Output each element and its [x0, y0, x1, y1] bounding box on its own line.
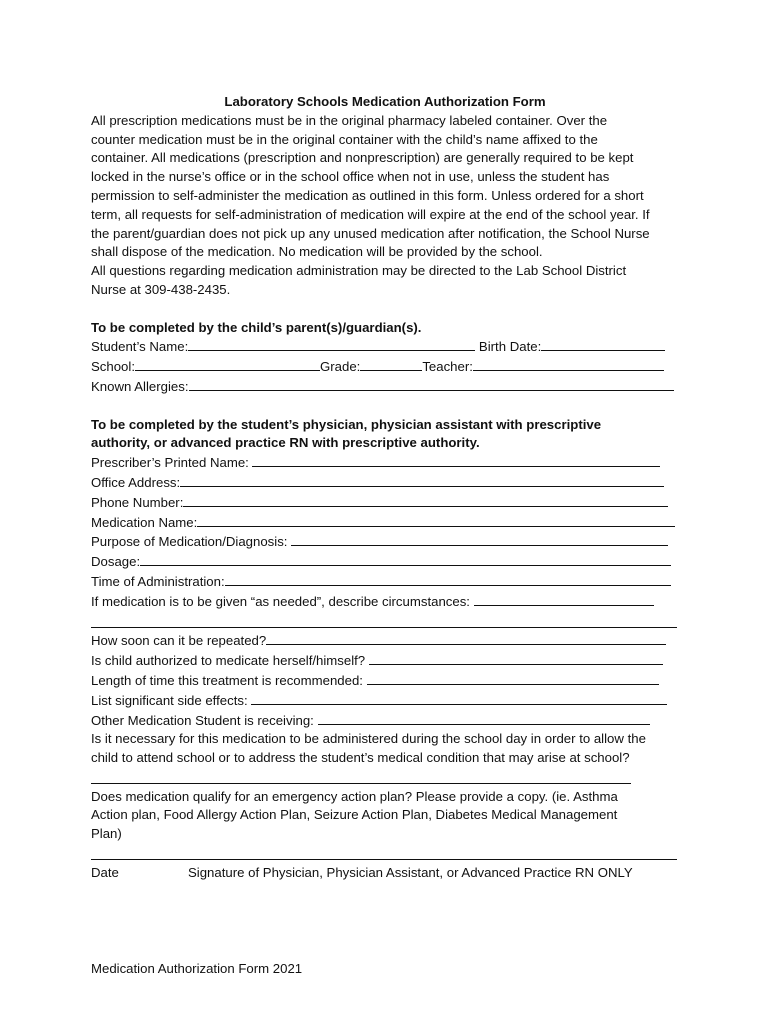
purpose-field[interactable]	[291, 532, 668, 546]
side-effects-label: List significant side effects:	[91, 692, 252, 708]
intro-line: term, all requests for self-administration of medication will expire at the end of the school year. If	[91, 206, 650, 222]
medication-form	[91, 93, 691, 883]
birth-date-label: Birth Date:	[475, 339, 542, 355]
phone-label: Phone Number:	[91, 494, 184, 510]
purpose-label: Purpose of Medication/Diagnosis:	[91, 534, 292, 550]
time-field[interactable]	[225, 572, 671, 586]
side-effects-field[interactable]	[251, 691, 667, 705]
teacher-field[interactable]	[473, 357, 664, 371]
as-needed-continuation-field[interactable]	[91, 612, 677, 628]
medication-label: Medication Name:	[91, 514, 198, 530]
form-title: Laboratory Schools Medication Authorization Form	[224, 94, 546, 109]
purpose-row	[91, 532, 691, 552]
self-medicate-label: Is child authorized to medicate herself/himself?	[91, 653, 369, 669]
other-medication-label: Other Medication Student is receiving:	[91, 712, 318, 728]
other-medication-field[interactable]	[318, 711, 650, 725]
intro-paragraph	[91, 112, 691, 300]
teacher-label: Teacher:	[422, 359, 473, 375]
allergies-field[interactable]	[189, 377, 674, 391]
office-row	[91, 473, 691, 493]
allergies-row	[91, 377, 691, 397]
signature-field[interactable]	[91, 844, 677, 860]
as-needed-row	[91, 592, 691, 612]
emergency-plan-question: Does medication qualify for an emergency action plan? Please provide a copy. (ie. Asthma	[91, 788, 618, 804]
intro-line: permission to self-administer the medication as outlined in this form. Unless ordered for a short	[91, 187, 644, 203]
physician-section-heading: To be completed by the student’s physician, physician assistant with prescriptive	[91, 416, 602, 432]
length-row	[91, 671, 691, 691]
as-needed-label: If medication is to be given “as needed”, describe circumstances:	[91, 593, 474, 609]
office-label: Office Address:	[91, 474, 181, 490]
intro-line: locked in the nurse’s office or in the school office when not in use, unless the student has	[91, 169, 610, 185]
necessity-question: child to attend school or to address the student’s medical condition that may arise at school?	[91, 750, 630, 766]
parent-section-heading: To be completed by the child’s parent(s)/guardian(s).	[91, 319, 422, 335]
phone-row	[91, 493, 691, 513]
other-medication-row	[91, 711, 691, 731]
self-medicate-row	[91, 651, 691, 671]
student-name-label: Student’s Name:	[91, 339, 189, 355]
physician-section-heading: authority, or advanced practice RN with prescriptive authority.	[91, 435, 480, 451]
school-label: School:	[91, 359, 135, 375]
intro-line: All questions regarding medication administration may be directed to the Lab School District	[91, 263, 627, 279]
page-footer: Medication Authorization Form 2021	[91, 961, 303, 976]
repeat-row	[91, 631, 691, 651]
length-field[interactable]	[367, 671, 659, 685]
student-name-field[interactable]	[188, 337, 475, 351]
signature-label: Signature of Physician, Physician Assistant, or Advanced Practice RN ONLY	[188, 864, 633, 880]
grade-field[interactable]	[360, 357, 422, 371]
intro-line: shall dispose of the medication. No medication will be provided by the school.	[91, 244, 543, 260]
dosage-field[interactable]	[140, 552, 671, 566]
school-field[interactable]	[135, 357, 320, 371]
necessity-question: Is it necessary for this medication to be administered during the school day in order to allow the	[91, 731, 646, 747]
medication-field[interactable]	[197, 513, 675, 527]
intro-line: All prescription medications must be in the original pharmacy labeled container. Over the	[91, 112, 608, 128]
length-label: Length of time this treatment is recommended:	[91, 672, 367, 688]
medication-row	[91, 513, 691, 533]
time-row	[91, 572, 691, 592]
grade-label: Grade:	[320, 359, 361, 375]
signature-row	[91, 864, 691, 883]
necessity-answer-field[interactable]	[91, 768, 631, 784]
emergency-plan-question: Action plan, Food Allergy Action Plan, Seizure Action Plan, Diabetes Medical Management	[91, 807, 618, 823]
intro-line: the parent/guardian does not pick up any unused medication after notification, the School Nurse	[91, 225, 650, 241]
repeat-label: How soon can it be repeated?	[91, 633, 267, 649]
allergies-label: Known Allergies:	[91, 378, 189, 394]
side-effects-row	[91, 691, 691, 711]
repeat-field[interactable]	[266, 631, 666, 645]
office-field[interactable]	[180, 473, 664, 487]
as-needed-field[interactable]	[474, 592, 654, 606]
dosage-label: Dosage:	[91, 554, 141, 570]
birth-date-field[interactable]	[541, 337, 665, 351]
self-medicate-field[interactable]	[369, 651, 663, 665]
intro-line: counter medication must be in the original container with the child’s name affixed to the	[91, 131, 598, 147]
intro-line: Nurse at 309-438-2435.	[91, 281, 231, 297]
dosage-row	[91, 552, 691, 572]
time-label: Time of Administration:	[91, 573, 225, 589]
intro-line: container. All medications (prescription and nonprescription) are generally required to be kept	[91, 150, 634, 166]
emergency-plan-question: Plan)	[91, 826, 122, 842]
school-row	[91, 357, 691, 377]
date-label: Date	[91, 864, 119, 880]
prescriber-row	[91, 453, 691, 473]
phone-field[interactable]	[183, 493, 668, 507]
student-name-row	[91, 337, 691, 357]
prescriber-field[interactable]	[252, 453, 660, 467]
prescriber-label: Prescriber’s Printed Name:	[91, 455, 253, 471]
